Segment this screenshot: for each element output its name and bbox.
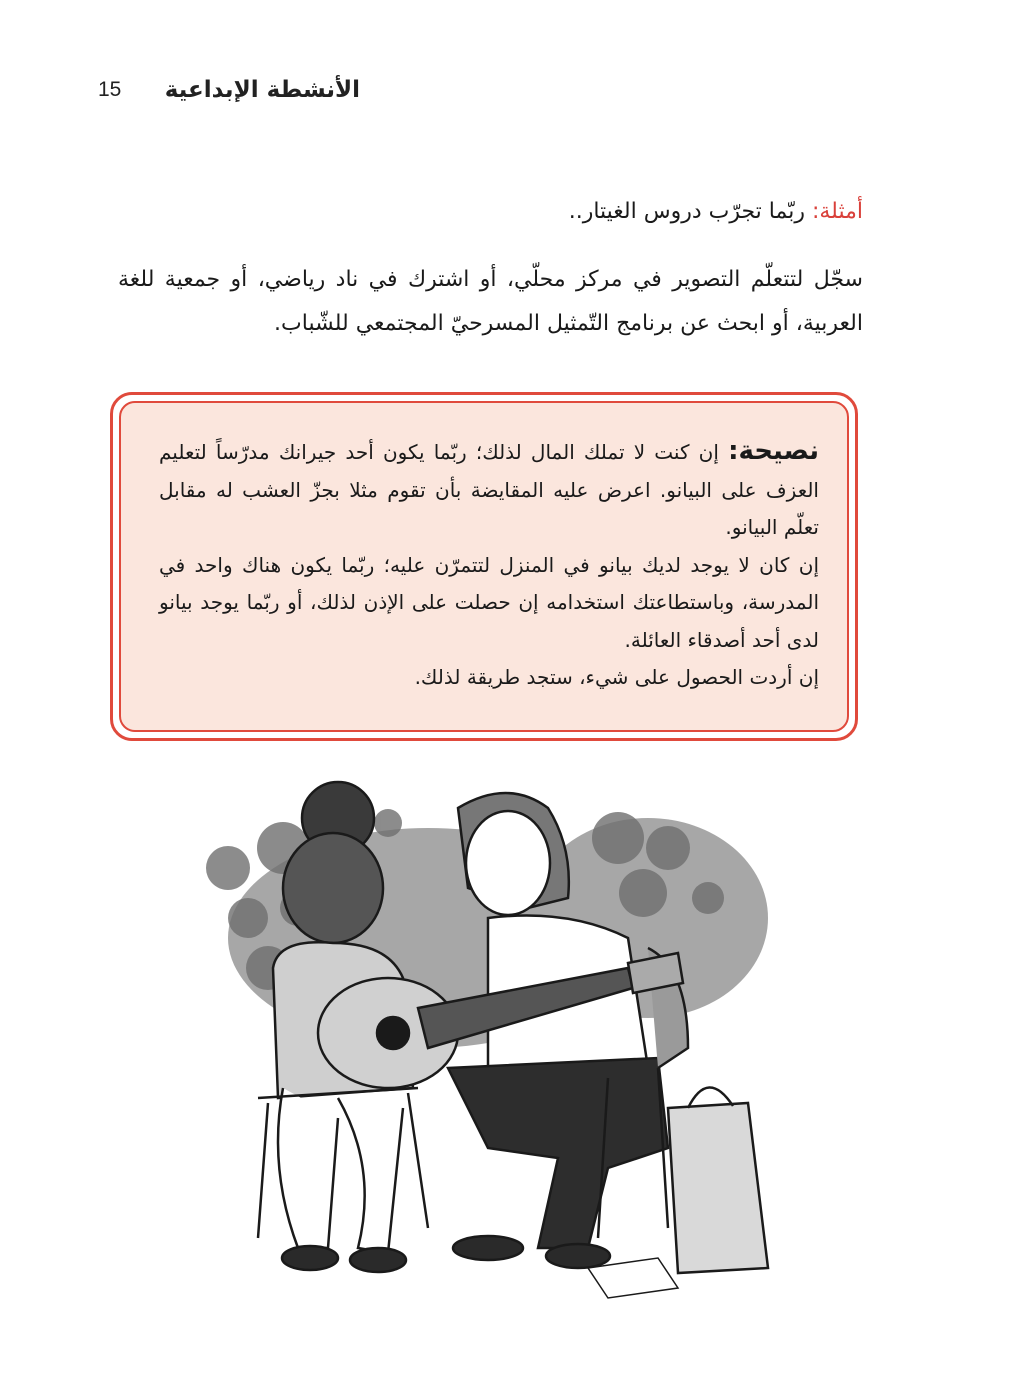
- examples-line: [163, 192, 863, 232]
- examples-text: ربّما تجرّب دروس الغيتار..: [568, 199, 812, 224]
- tip-content: [119, 401, 849, 732]
- tip-box: [110, 392, 858, 741]
- page-header: [98, 72, 360, 108]
- body-paragraph: سجّل لتتعلّم التصوير في مركز محلّي، أو اشترك في ناد رياضي، أو جمعية للغة العربية، أو ابحث عن برنامج التّمثيل المسرحيّ المجتمعي للشّباب.: [118, 267, 863, 336]
- examples-label: أمثلة:: [811, 199, 863, 224]
- tip-paragraph-1: [159, 433, 819, 547]
- tip-paragraph-2: إن كان لا يوجد لديك بيانو في المنزل لتتمرّن عليه؛ ربّما يكون هناك واحد في المدرسة، وباستطاعتك استخدامه إن حصلت على الإذن لذلك، أو ربّما يوجد بيانو لدى أحد أصدقاء العائلة.: [159, 552, 819, 652]
- tip-text-1: إن كنت لا تملك المال لذلك؛ ربّما يكون أحد جيرانك مدرّساً لتعليم العزف على البيانو. اعرض عليه المقايضة بأن تقوم مثلا بجزّ العشب له مقابل تعلّم البيانو.: [159, 440, 819, 539]
- guitar-lesson-illustration: [188, 768, 818, 1313]
- tip-label: نصيحة:: [728, 436, 819, 466]
- chapter-title: الأنشطة الإبداعية: [164, 77, 360, 103]
- tip-paragraph-3: إن أردت الحصول على شيء، ستجد طريقة لذلك.: [414, 665, 819, 689]
- page-number: 15: [98, 78, 122, 101]
